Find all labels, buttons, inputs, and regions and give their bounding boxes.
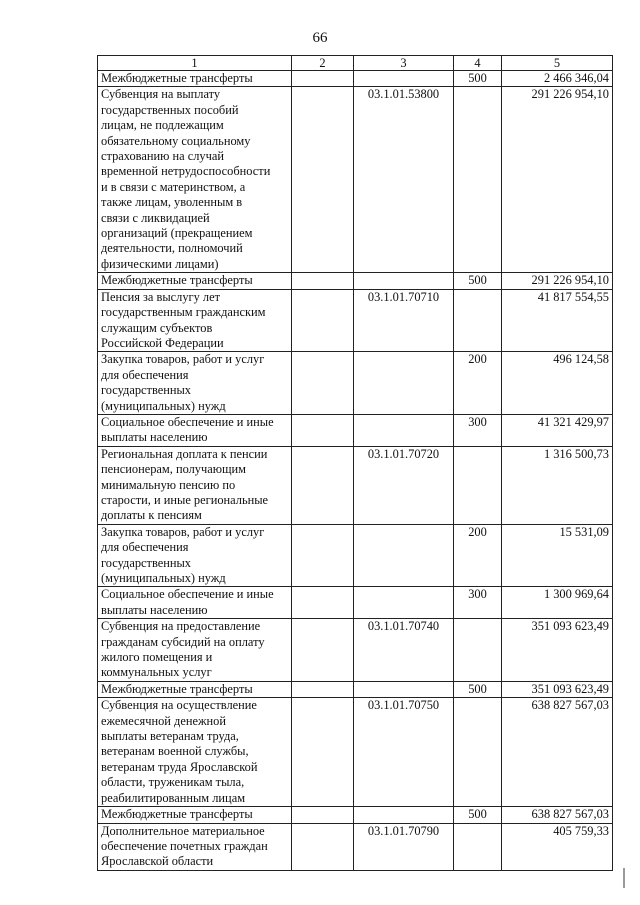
header-col-2: 2 [292,56,354,71]
row-col2 [292,352,354,415]
row-amount: 405 759,33 [502,823,613,870]
margin-mark [623,868,625,888]
header-col-3: 3 [354,56,454,71]
row-code [354,681,454,697]
row-col2 [292,273,354,289]
row-code: 03.1.01.70740 [354,619,454,682]
table-row [98,807,613,823]
header-col-1: 1 [98,56,292,71]
row-expense-type [454,446,502,524]
row-expense-type: 500 [454,273,502,289]
table-row [98,289,613,352]
row-code: 03.1.01.70750 [354,698,454,807]
table-row [98,446,613,524]
row-name: Пенсия за выслугу лет государственным гражданским служащим субъектов Российской Федерации [98,289,292,352]
row-name: Межбюджетные трансферты [98,71,292,87]
row-amount: 496 124,58 [502,352,613,415]
row-expense-type: 500 [454,681,502,697]
row-amount: 351 093 623,49 [502,619,613,682]
row-col2 [292,289,354,352]
row-code: 03.1.01.70710 [354,289,454,352]
row-expense-type [454,823,502,870]
table-row [98,352,613,415]
row-expense-type [454,289,502,352]
table-row [98,273,613,289]
row-name: Закупка товаров, работ и услуг для обеспечения государственных (муниципальных) нужд [98,524,292,587]
row-code: 03.1.01.70720 [354,446,454,524]
row-code [354,273,454,289]
row-code: 03.1.01.70790 [354,823,454,870]
row-code [354,71,454,87]
row-code [354,524,454,587]
table-row [98,71,613,87]
table-row [98,698,613,807]
row-code [354,807,454,823]
row-name: Дополнительное материальное обеспечение почетных граждан Ярославской области [98,823,292,870]
page-number: 66 [312,30,328,46]
table-header-row [98,56,613,71]
row-col2 [292,87,354,273]
row-code: 03.1.01.53800 [354,87,454,273]
row-name: Социальное обеспечение и иные выплаты населению [98,587,292,619]
row-code [354,587,454,619]
row-col2 [292,446,354,524]
row-expense-type: 300 [454,587,502,619]
row-amount: 15 531,09 [502,524,613,587]
row-name: Межбюджетные трансферты [98,681,292,697]
row-name: Субвенция на выплату государственных пособий лицам, не подлежащим обязательному социальному страхованию на случай временной нетрудоспособности и в связи с материнством, а также лицам, уволенным в связи с ликвидацией организаций (прекращением деятельности, полномочий физическими лицами) [98,87,292,273]
table-row [98,524,613,587]
row-amount: 2 466 346,04 [502,71,613,87]
row-col2 [292,698,354,807]
row-expense-type: 200 [454,524,502,587]
header-col-4: 4 [454,56,502,71]
row-col2 [292,823,354,870]
row-expense-type: 500 [454,807,502,823]
row-amount: 41 817 554,55 [502,289,613,352]
row-expense-type [454,87,502,273]
row-name: Межбюджетные трансферты [98,273,292,289]
row-amount: 638 827 567,03 [502,698,613,807]
row-amount: 291 226 954,10 [502,273,613,289]
row-name: Региональная доплата к пенсии пенсионерам, получающим минимальную пенсию по старости, и иные региональные доплаты к пенсиям [98,446,292,524]
row-expense-type: 200 [454,352,502,415]
table-row [98,823,613,870]
row-col2 [292,414,354,446]
row-name: Закупка товаров, работ и услуг для обеспечения государственных (муниципальных) нужд [98,352,292,415]
table-row [98,619,613,682]
row-expense-type: 300 [454,414,502,446]
row-name: Субвенция на осуществление ежемесячной денежной выплаты ветеранам труда, ветеранам военной службы, ветеранам труда Ярославской области, труженикам тыла, реабилитированным лицам [98,698,292,807]
row-col2 [292,619,354,682]
row-name: Социальное обеспечение и иные выплаты населению [98,414,292,446]
row-amount: 1 300 969,64 [502,587,613,619]
row-amount: 41 321 429,97 [502,414,613,446]
row-amount: 638 827 567,03 [502,807,613,823]
row-col2 [292,587,354,619]
row-amount: 291 226 954,10 [502,87,613,273]
row-name: Субвенция на предоставление гражданам субсидий на оплату жилого помещения и коммунальных услуг [98,619,292,682]
table-body [98,71,613,871]
table-row [98,414,613,446]
table-row [98,87,613,273]
budget-table [97,55,613,871]
row-expense-type [454,619,502,682]
row-col2 [292,681,354,697]
header-col-5: 5 [502,56,613,71]
row-expense-type [454,698,502,807]
row-code [354,414,454,446]
row-code [354,352,454,415]
row-amount: 1 316 500,73 [502,446,613,524]
row-col2 [292,807,354,823]
table-row [98,681,613,697]
row-amount: 351 093 623,49 [502,681,613,697]
row-col2 [292,71,354,87]
table-row [98,587,613,619]
row-expense-type: 500 [454,71,502,87]
row-col2 [292,524,354,587]
row-name: Межбюджетные трансферты [98,807,292,823]
